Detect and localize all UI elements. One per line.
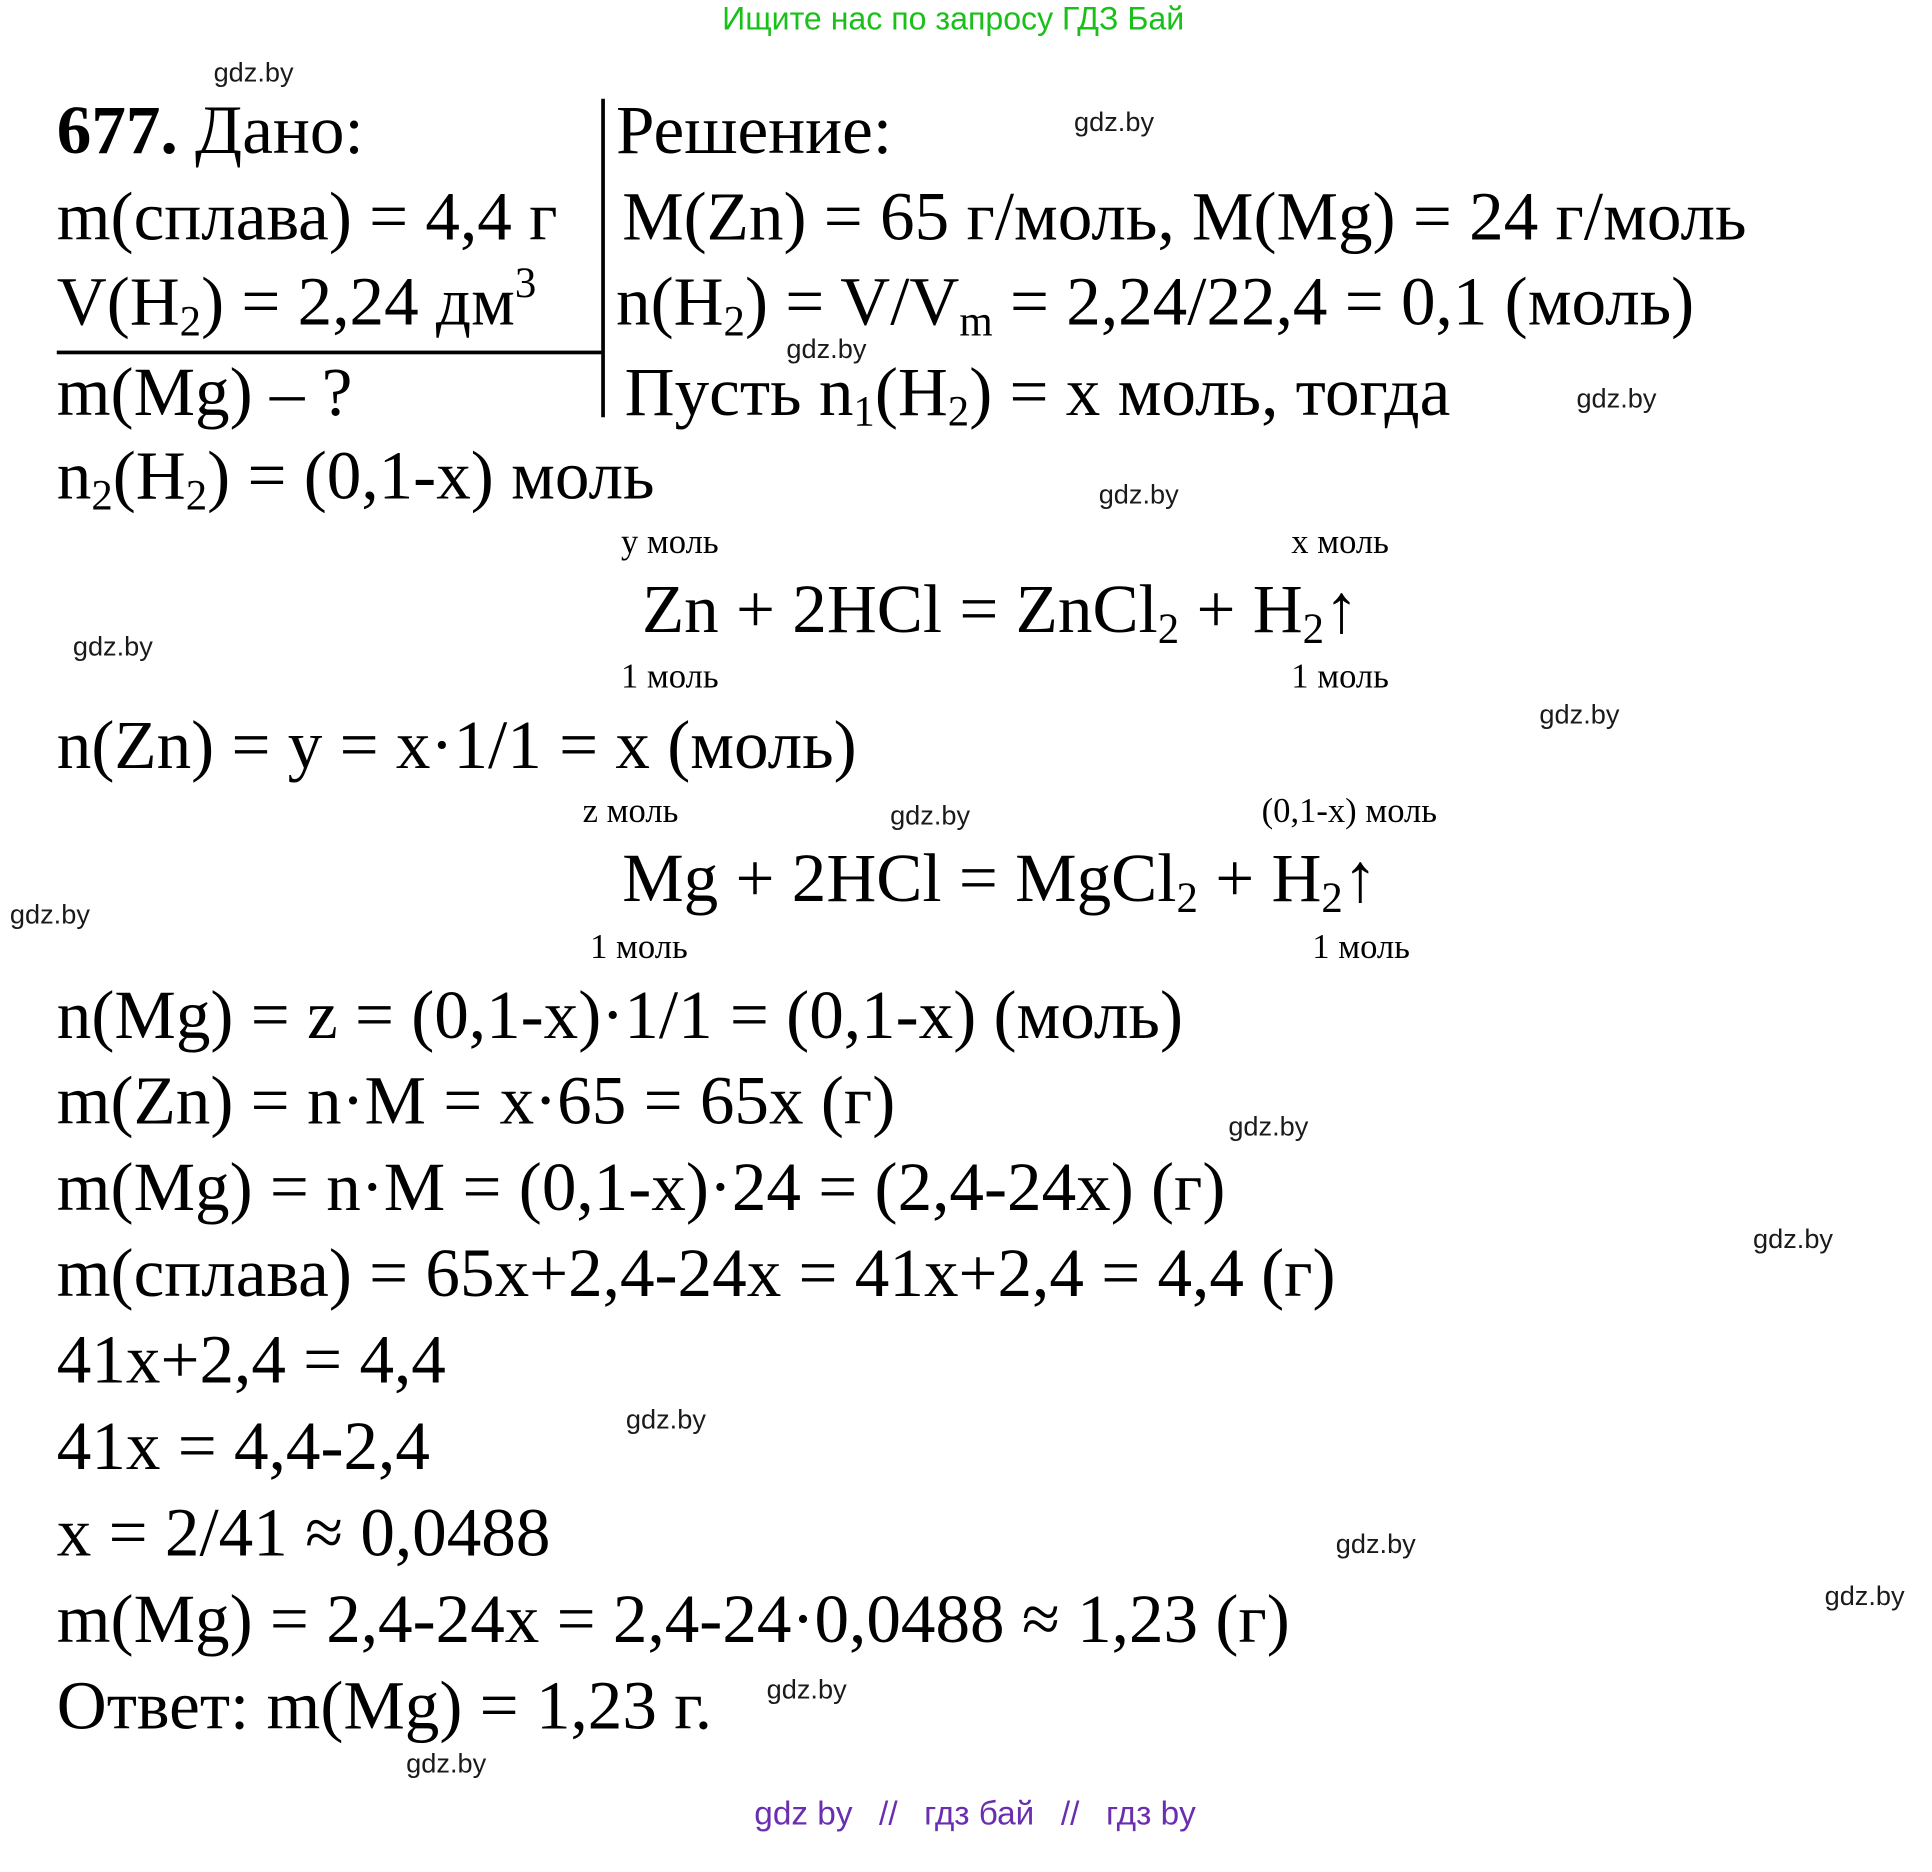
footer-separator: // — [1060, 1794, 1080, 1832]
n2-line — [56, 438, 655, 520]
watermark: gdz.by — [1228, 1111, 1309, 1142]
given-volume-text: V(H — [56, 264, 180, 341]
n-h2-c: = 2,24/22,4 = 0,1 (моль) — [992, 264, 1695, 341]
n-h2-sub1: 2 — [723, 297, 745, 346]
given-divider-vertical — [601, 99, 605, 418]
search-hint: Ищите нас по запросу ГДЗ Бай — [722, 0, 1185, 38]
let-sub1: 1 — [853, 387, 875, 436]
watermark: gdz.by — [1824, 1580, 1905, 1612]
calc-line: 41x = 4,4-2,4 — [56, 1408, 430, 1486]
reaction1-below-left: 1 моль — [620, 657, 719, 697]
n2-sub2: 2 — [185, 471, 208, 520]
watermark: gdz.by — [406, 1748, 487, 1779]
reaction2-above-left: z моль — [582, 792, 679, 831]
n-h2-b: ) = V/V — [744, 264, 960, 341]
reaction1-eq-sub1: 2 — [1157, 604, 1180, 653]
given-volume — [56, 258, 537, 346]
solution-label: Решение: — [616, 92, 893, 170]
given-volume-sub: 2 — [179, 297, 202, 346]
reaction1-eq-a: Zn + 2HCl = ZnCl — [641, 571, 1158, 649]
let-line — [624, 354, 1451, 436]
footer-link-gdz-by[interactable]: gdz by — [754, 1794, 853, 1832]
problem-number: 677. — [56, 92, 178, 170]
n2-c: ) = (0,1-x) моль — [207, 438, 655, 515]
reaction2-equation — [622, 840, 1378, 922]
calc-line: x = 2/41 ≈ 0,0488 — [56, 1494, 551, 1572]
reaction2-below-left: 1 моль — [590, 928, 688, 967]
reaction1-eq-arrow: ↑ — [1324, 571, 1359, 649]
watermark: gdz.by — [1335, 1528, 1416, 1560]
watermark: gdz.by — [1074, 106, 1155, 138]
n2-b: (H — [112, 438, 186, 515]
watermark: gdz.by — [1098, 478, 1179, 510]
watermark: gdz.by — [625, 1403, 706, 1435]
n-h2-a: n(H — [616, 264, 724, 341]
calc-line: m(Zn) = n·M = x·65 = 65x (г) — [56, 1062, 896, 1140]
find-line: m(Mg) – ? — [56, 354, 353, 431]
calc-line: m(Mg) = 2,4-24x = 2,4-24·0,0488 ≈ 1,23 (г) — [56, 1581, 1290, 1658]
watermark: gdz.by — [786, 333, 867, 365]
reaction1-above-left: y моль — [620, 523, 719, 562]
let-sub2: 2 — [947, 387, 970, 436]
reaction2-eq-a: Mg + 2HCl = MgCl — [622, 840, 1177, 918]
reaction2-eq-arrow: ↑ — [1342, 840, 1378, 918]
watermark: gdz.by — [1752, 1223, 1834, 1255]
reaction1-above-right: x моль — [1291, 523, 1389, 562]
watermark: gdz.by — [9, 898, 90, 930]
n-zn-line: n(Zn) = y = x·1/1 = x (моль) — [56, 707, 857, 784]
reaction2-eq-b: + H — [1197, 840, 1322, 918]
let-b: (H — [874, 354, 948, 431]
n2-sub1: 2 — [91, 471, 113, 520]
reaction1-eq-sub2: 2 — [1302, 604, 1325, 653]
let-c: ) = x моль, тогда — [969, 354, 1451, 431]
reaction2-above-right: (0,1-x) моль — [1261, 792, 1438, 831]
n-h2-line — [616, 264, 1695, 346]
calc-line: m(Mg) = n·M = (0,1-x)·24 = (2,4-24x) (г) — [56, 1149, 1226, 1226]
given-divider-horizontal — [57, 351, 604, 355]
reaction2-eq-sub2: 2 — [1321, 873, 1343, 922]
reaction2-eq-sub1: 2 — [1176, 873, 1198, 922]
footer-link-gdz-by-cyr[interactable]: гдз by — [1105, 1794, 1196, 1832]
watermark: gdz.by — [72, 630, 153, 662]
reaction1-equation — [641, 571, 1359, 653]
watermark: gdz.by — [213, 56, 294, 88]
n-h2-sub2: m — [959, 297, 993, 346]
reaction1-eq-b: + H — [1179, 571, 1303, 649]
molar-masses: M(Zn) = 65 г/моль, M(Mg) = 24 г/моль — [622, 179, 1747, 256]
reaction2-below-right: 1 моль — [1312, 928, 1410, 967]
reaction1-below-right: 1 моль — [1291, 657, 1389, 697]
given-volume-sup: 3 — [514, 258, 537, 307]
footer-links — [754, 1794, 1196, 1832]
calc-line: 41x+2,4 = 4,4 — [56, 1322, 446, 1399]
let-a: Пусть n — [624, 354, 854, 431]
given-alloy-mass: m(сплава) = 4,4 г — [56, 179, 558, 256]
problem-title — [56, 92, 364, 170]
given-volume-text-b: ) = 2,24 дм — [201, 264, 515, 341]
watermark: gdz.by — [890, 799, 971, 831]
footer-link-gdz-bai[interactable]: гдз бай — [924, 1794, 1035, 1832]
watermark: gdz.by — [766, 1673, 847, 1705]
answer-line: Ответ: m(Mg) = 1,23 г. — [56, 1667, 713, 1745]
given-label: Дано: — [195, 92, 364, 170]
calc-line: m(сплава) = 65x+2,4-24x = 41x+2,4 = 4,4 (г) — [56, 1235, 1336, 1313]
watermark: gdz.by — [1576, 382, 1657, 414]
watermark: gdz.by — [1539, 698, 1620, 730]
n2-a: n — [56, 438, 92, 515]
footer-separator: // — [879, 1794, 898, 1832]
calc-line: n(Mg) = z = (0,1-x)·1/1 = (0,1-x) (моль) — [56, 977, 1183, 1055]
